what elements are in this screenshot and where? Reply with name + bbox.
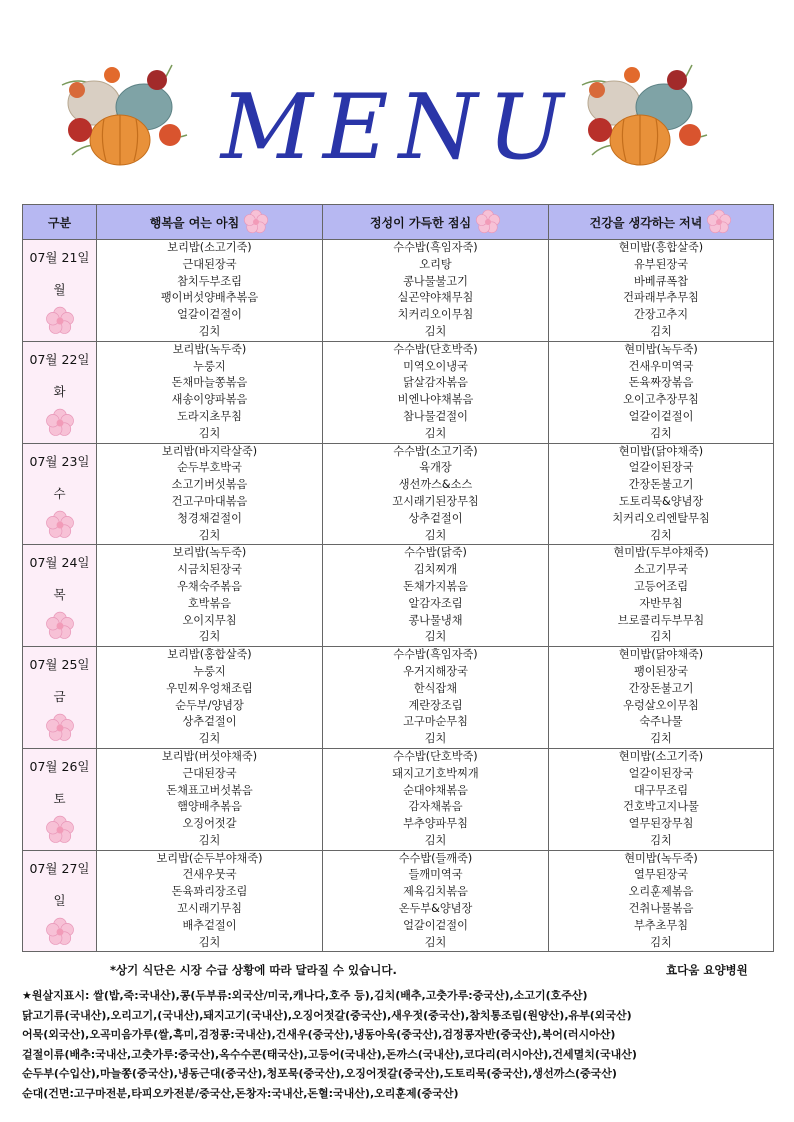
menu-item: 감자채볶음: [408, 800, 463, 814]
menu-item: 콩나물불고기: [403, 274, 468, 288]
day-cell: [23, 748, 97, 850]
weekday-label: 토: [53, 790, 66, 806]
menu-item: 돼지고기호박찌개: [392, 766, 479, 780]
day-row: [23, 850, 774, 952]
day-row: [23, 341, 774, 443]
pink-flower-icon: [706, 209, 732, 235]
menu-item: 우거지해장국: [403, 664, 468, 678]
menu-item: 간장고추지: [633, 308, 689, 322]
menu-item: 돈채마늘쫑볶음: [171, 376, 248, 390]
breakfast-cell: [97, 647, 323, 749]
menu-item: 제육김치볶음: [403, 885, 468, 899]
menu-item: 수수밥(단호박죽): [393, 749, 478, 763]
menu-item: 보리밥(바지락살죽): [161, 444, 258, 458]
dinner-cell: [549, 748, 774, 850]
menu-item: 도라지초무침: [177, 409, 242, 423]
menu-item: 미역오이냉국: [403, 359, 468, 373]
header-breakfast: 행복을 여는 아침: [97, 205, 323, 240]
lunch-cell: [323, 240, 549, 342]
menu-item: 김치: [198, 528, 221, 542]
menu-item: 치커리오리엔탈무침: [612, 511, 710, 525]
date-label: 07월 24일: [29, 555, 90, 571]
menu-item: 보리밥(홍합살죽): [167, 648, 252, 662]
menu-item: 수수밥(흑임자죽): [393, 241, 478, 254]
lunch-cell: [323, 850, 549, 952]
menu-item: 건새우뭇국: [182, 868, 237, 882]
breakfast-cell: [97, 748, 323, 850]
dinner-cell: [549, 647, 774, 749]
breakfast-cell: [97, 443, 323, 545]
menu-item: 누룽지: [193, 664, 226, 678]
menu-item: 참치두부조림: [177, 274, 242, 288]
menu-item: 순대야채볶음: [403, 783, 468, 797]
menu-item: 김치: [198, 732, 221, 746]
menu-item: 건고구마대볶음: [171, 494, 248, 508]
menu-item: 시금치된장국: [177, 563, 242, 577]
menu-item: 현미밥(녹두죽): [624, 851, 698, 865]
menu-item: 돈육꽈리장조림: [171, 885, 248, 899]
origin-line: ★원살지표시: 쌀(밥,죽:국내산),콩(두부류:외국산/미국,캐나다,호주 등),김치(배추,고춧가루:중국산),소고기(호주산): [22, 989, 588, 1002]
menu-body: [23, 240, 774, 952]
menu-item: 계란장조림: [408, 698, 463, 712]
menu-item: 생선까스&소스: [398, 478, 473, 492]
lunch-cell: [323, 341, 549, 443]
menu-item: 김치: [198, 833, 221, 847]
pumpkin-flower-decoration-right: [572, 45, 722, 175]
menu-item: 수수밥(단호박죽): [393, 342, 478, 356]
menu-item: 보리밥(버섯야채죽): [161, 749, 258, 763]
menu-item: 얼갈이된장국: [628, 461, 694, 475]
menu-item: 간장돈불고기: [628, 478, 694, 492]
menu-item: 얼갈이된장국: [628, 766, 694, 780]
menu-item: 김치: [424, 935, 447, 949]
dinner-cell: [549, 341, 774, 443]
menu-item: 건파래부추무침: [623, 291, 699, 305]
menu-item: 유부된장국: [633, 257, 689, 271]
menu-item: 팽이버섯양배추볶음: [160, 291, 259, 305]
page-header: [0, 0, 794, 200]
menu-item: 근대된장국: [182, 257, 237, 271]
menu-item: 현미밥(소고기죽): [618, 749, 704, 763]
day-cell: [23, 850, 97, 952]
menu-item: 바베큐폭찹: [633, 274, 689, 288]
menu-item: 김치: [198, 935, 221, 949]
menu-item: 햄양배추볶음: [177, 800, 242, 814]
menu-item: 오리탕: [419, 257, 452, 271]
menu-item: 자반무침: [639, 596, 683, 610]
breakfast-cell: [97, 545, 323, 647]
menu-item: 김치: [650, 833, 672, 847]
menu-item: 콩나물냉채: [408, 613, 463, 627]
menu-item: 상추겉절이: [182, 715, 237, 729]
menu-item: 도토리묵&양념장: [618, 494, 704, 508]
menu-item: 김치: [650, 935, 672, 949]
menu-item: 고구마순무침: [403, 715, 468, 729]
menu-item: 김치: [424, 426, 447, 440]
day-row: [23, 545, 774, 647]
menu-item: 김치: [198, 426, 221, 440]
pink-flower-icon: [243, 209, 269, 235]
menu-item: 팽이된장국: [633, 664, 689, 678]
menu-item: 김치: [424, 630, 447, 644]
date-label: 07월 25일: [29, 657, 90, 673]
menu-item: 꼬시래기무침: [177, 902, 242, 916]
day-cell: [23, 647, 97, 749]
header-category: 구분: [23, 205, 97, 240]
menu-item: 현미밥(두부야채죽): [613, 546, 709, 560]
menu-item: 육개장: [419, 461, 452, 475]
day-row: [23, 240, 774, 342]
menu-item: 수수밥(닭죽): [404, 546, 467, 560]
menu-item: 누룽지: [193, 359, 226, 373]
menu-item: 청경채겉절이: [177, 511, 242, 525]
menu-item: 김치: [650, 630, 672, 644]
menu-item: 현미밥(닭야채죽): [618, 444, 704, 458]
menu-item: 건새우미역국: [628, 359, 694, 373]
menu-item: 근대된장국: [182, 766, 237, 780]
menu-item: 닭살감자볶음: [403, 376, 468, 390]
menu-item: 호박볶음: [187, 596, 232, 610]
menu-item: 얼갈이겉절이: [177, 308, 242, 322]
menu-item: 수수밥(흑임자죽): [393, 648, 478, 662]
origin-line: 겉절이류(배추:국내산,고춧가루:중국산),옥수수콘(태국산),고등어(국내산),돈까스(국내산),코다리(러시아산),건세멸치(국내산): [22, 1047, 637, 1061]
menu-item: 부추양파무침: [403, 817, 468, 831]
menu-item: 브로콜리두부무침: [617, 613, 705, 627]
header-lunch: 정성이 가득한 점심: [323, 205, 549, 240]
pink-flower-icon: [45, 306, 75, 336]
weekday-label: 일: [53, 892, 66, 908]
pink-flower-icon: [45, 611, 75, 641]
notice-text: *상기 식단은 시장 수급 상황에 따라 달라질 수 있습니다.: [110, 963, 397, 977]
menu-item: 우채숙주볶음: [177, 579, 242, 593]
origin-line: 순대(건면:고구마전분,타피오카전분/중국산,돈창자:국내산,돈혈:국내산),오리훈제(중국산): [22, 1086, 459, 1100]
weekday-label: 목: [53, 587, 66, 603]
weekday-label: 금: [53, 689, 66, 705]
menu-item: 순두부호박국: [177, 461, 242, 475]
dinner-cell: [549, 850, 774, 952]
menu-item: 들깨미역국: [408, 868, 463, 882]
menu-item: 김치: [650, 324, 672, 338]
menu-item: 김치: [650, 732, 672, 746]
pink-flower-icon: [45, 713, 75, 743]
weekday-label: 수: [53, 485, 66, 501]
menu-item: 우렁살오이무침: [623, 698, 699, 712]
menu-item: 김치: [424, 528, 447, 542]
day-cell: [23, 443, 97, 545]
menu-item: 고등어조림: [633, 579, 689, 593]
menu-item: 돈채표고버섯볶음: [166, 783, 253, 797]
menu-item: 순두부/양념장: [175, 698, 244, 712]
menu-item: 김치: [424, 732, 447, 746]
menu-item: 김치: [424, 324, 447, 338]
menu-item: 소고기버섯볶음: [171, 478, 248, 492]
menu-item: 김치: [198, 324, 221, 338]
hospital-name: 효다움 요양병원: [666, 963, 748, 977]
date-label: 07월 27일: [29, 860, 90, 876]
pink-flower-icon: [475, 209, 501, 235]
dinner-cell: [549, 240, 774, 342]
pink-flower-icon: [45, 815, 75, 845]
dinner-cell: [549, 443, 774, 545]
menu-item: 우민찌우엉채조림: [166, 681, 253, 695]
menu-item: 소고기무국: [633, 563, 689, 577]
menu-item: 오리훈제볶음: [628, 885, 694, 899]
menu-item: 온두부&양념장: [398, 902, 473, 916]
origin-line: 어묵(외국산),오곡미음가루(쌀,흑미,검정콩:국내산),건새우(중국산),냉동아욱(중국산),검정콩자반(중국산),북어(러시아산): [22, 1028, 616, 1042]
menu-item: 김치: [424, 833, 447, 847]
date-label: 07월 22일: [29, 351, 90, 367]
menu-item: 대구무조림: [633, 783, 689, 797]
pink-flower-icon: [45, 917, 75, 947]
menu-item: 건호박고지나물: [623, 800, 699, 814]
menu-item: 김치: [650, 528, 672, 542]
day-cell: [23, 240, 97, 342]
date-label: 07월 26일: [29, 758, 90, 774]
menu-item: 상추겉절이: [408, 511, 463, 525]
menu-item: 보리밥(녹두죽): [172, 342, 247, 356]
lunch-cell: [323, 443, 549, 545]
menu-item: 참나물겉절이: [403, 409, 468, 423]
menu-item: 부추초무침: [633, 918, 689, 932]
pink-flower-icon: [45, 408, 75, 438]
menu-item: 얼갈이겉절이: [403, 918, 468, 932]
menu-item: 돈육짜장볶음: [628, 376, 694, 390]
origin-line: 순두부(수입산),마늘쫑(중국산),냉동근대(중국산),청포묵(중국산),오징어젓갈(중국산),도토리묵(중국산),생선까스(중국산): [22, 1067, 617, 1081]
origin-line: 닭고기류(국내산),오리고기,(국내산),돼지고기(국내산),오징어젓갈(중국산),새우젓(중국산),참치통조림(원양산),유부(외국산): [22, 1008, 632, 1022]
menu-item: 열무된장국: [633, 868, 689, 882]
menu-item: 보리밥(소고기죽): [167, 241, 252, 254]
menu-title: MENU: [220, 75, 574, 180]
menu-table: [22, 204, 774, 952]
origin-labeling: [22, 986, 774, 1104]
menu-item: 배추겉절이: [182, 918, 237, 932]
day-row: [23, 748, 774, 850]
weekday-label: 화: [53, 383, 66, 399]
menu-item: 현미밥(녹두죽): [624, 342, 698, 356]
menu-item: 간장돈불고기: [628, 681, 694, 695]
menu-item: 현미밥(닭야채죽): [618, 648, 704, 662]
menu-item: 보리밥(녹두죽): [172, 546, 247, 560]
lunch-cell: [323, 647, 549, 749]
breakfast-cell: [97, 850, 323, 952]
menu-item: 숙주나물: [639, 715, 683, 729]
day-cell: [23, 341, 97, 443]
menu-item: 비엔나야채볶음: [397, 393, 474, 407]
menu-item: 실곤약야채무침: [397, 291, 474, 305]
day-row: [23, 647, 774, 749]
menu-item: 한식잡채: [413, 681, 458, 695]
date-label: 07월 23일: [29, 453, 90, 469]
menu-item: 김치: [650, 426, 672, 440]
menu-item: 건취나물볶음: [628, 902, 694, 916]
menu-item: 알감자조림: [408, 596, 463, 610]
menu-item: 보리밥(순두부야채죽): [156, 851, 263, 865]
pink-flower-icon: [45, 510, 75, 540]
header-row: [23, 205, 774, 240]
menu-item: 열무된장무침: [628, 817, 694, 831]
breakfast-cell: [97, 341, 323, 443]
menu-item: 현미밥(흥합살죽): [618, 241, 704, 254]
menu-item: 꼬시래기된장무침: [392, 494, 479, 508]
menu-item: 김치찌개: [413, 563, 458, 577]
day-cell: [23, 545, 97, 647]
dinner-cell: [549, 545, 774, 647]
weekday-label: 월: [53, 282, 66, 297]
lunch-cell: [323, 545, 549, 647]
menu-item: 돈채가지볶음: [403, 579, 468, 593]
menu-item: 얼갈이겉절이: [628, 409, 694, 423]
menu-item: 오징어젓갈: [182, 817, 237, 831]
menu-item: 오이고추장무침: [623, 393, 699, 407]
menu-item: 김치: [198, 630, 221, 644]
menu-item: 수수밥(들깨죽): [398, 851, 473, 865]
menu-item: 오이지무침: [182, 613, 237, 627]
breakfast-cell: [97, 240, 323, 342]
header-dinner: 건강을 생각하는 저녁: [549, 205, 774, 240]
date-label: 07월 21일: [29, 250, 90, 265]
day-row: [23, 443, 774, 545]
menu-item: 치커리오이무침: [397, 308, 474, 322]
menu-item: 새송이양파볶음: [171, 393, 248, 407]
lunch-cell: [323, 748, 549, 850]
menu-item: 수수밥(소고기죽): [393, 444, 478, 458]
